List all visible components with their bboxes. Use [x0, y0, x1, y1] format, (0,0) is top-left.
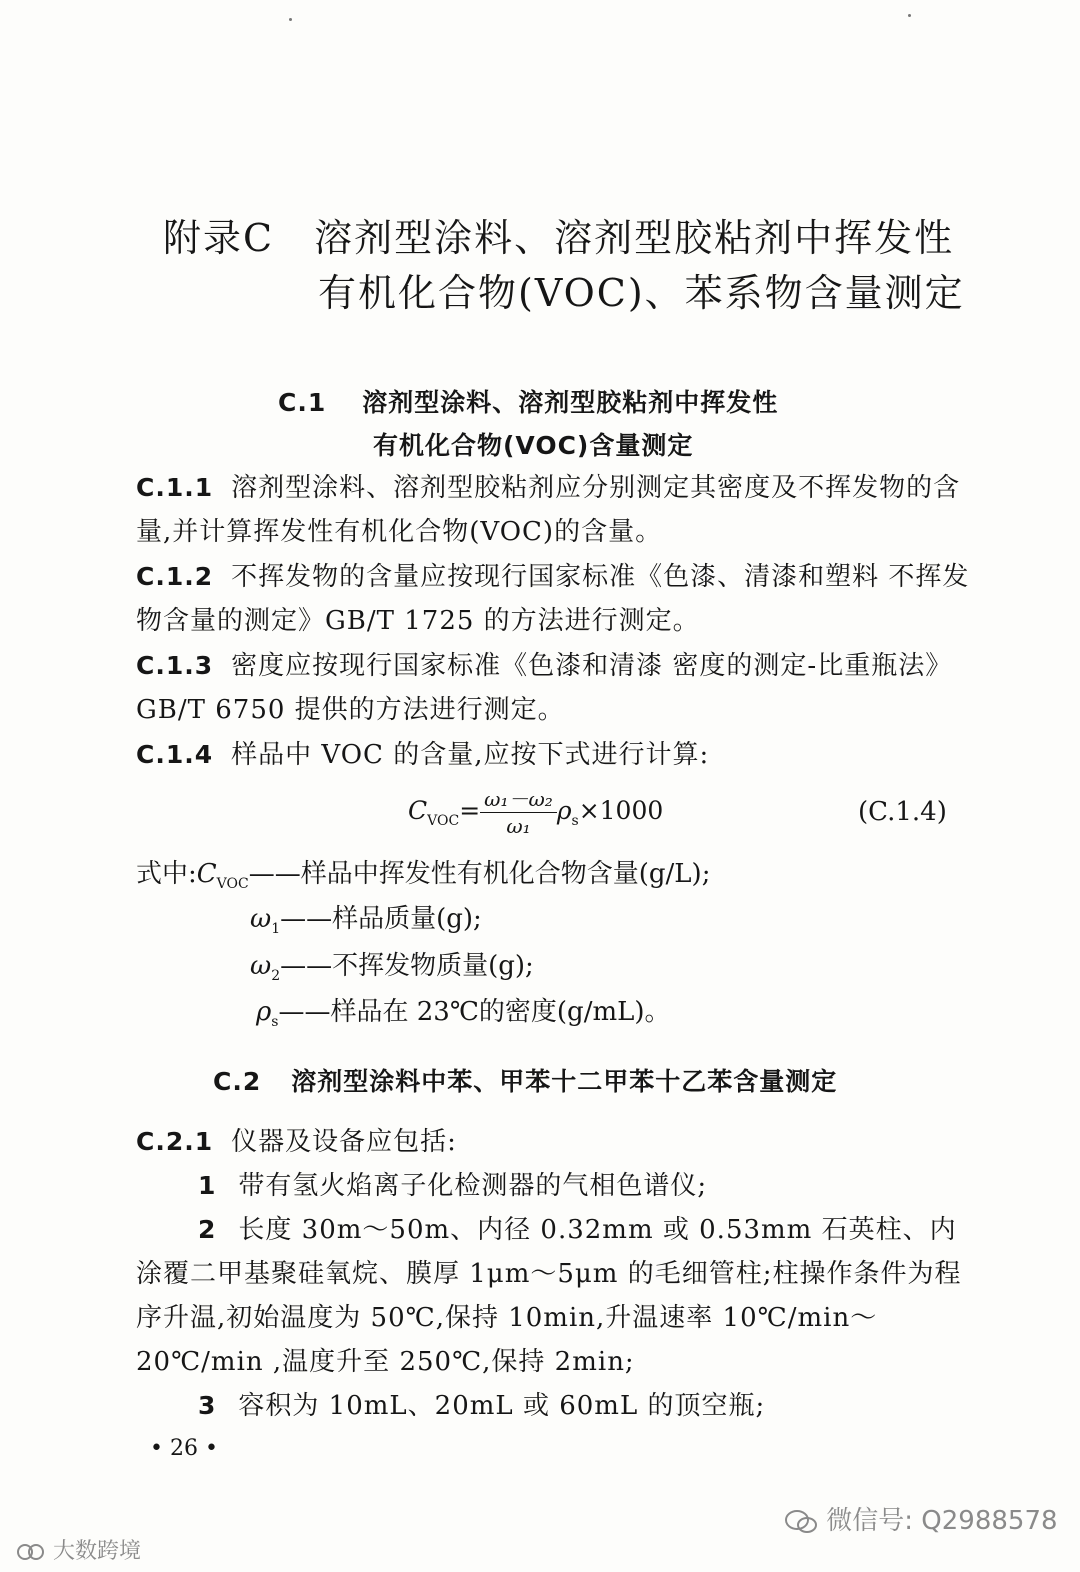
formula-fraction: [480, 786, 557, 839]
clause-c2-1: [136, 1120, 970, 1164]
list-item-number: 3: [198, 1391, 217, 1420]
appendix-label: 附录C: [163, 216, 275, 260]
clause-number: C.1.4: [136, 740, 214, 769]
brand-watermark: [16, 1534, 141, 1565]
definition-symbol: ω: [250, 904, 272, 934]
list-item-text: 容积为 10mL、20mL 或 60mL 的顶空瓶;: [238, 1391, 766, 1421]
wechat-watermark: [784, 1500, 1058, 1537]
formula-lhs: C: [408, 796, 428, 825]
list-item-number: 2: [198, 1215, 217, 1244]
section-c1-heading-line1: [278, 383, 778, 419]
formula-rho: ρ: [556, 796, 572, 825]
wechat-icon: [784, 1509, 818, 1535]
clause-c1-1: [136, 466, 970, 554]
formula-denominator: ω₁: [506, 814, 531, 838]
clause-number: C.1.1: [136, 473, 214, 502]
definition-text: ——样品在 23℃的密度(g/mL)。: [278, 997, 671, 1027]
section-c2-heading: [213, 1062, 837, 1098]
section-c1-number: C.1: [278, 388, 327, 417]
definition-text: ——样品中挥发性有机化合物含量(g/L);: [248, 859, 711, 889]
formula-tag: (C.1.4): [858, 797, 947, 827]
page-number: • 26 •: [150, 1436, 218, 1461]
formula-rho-sub: s: [571, 813, 579, 829]
section-c1-title1: 溶剂型涂料、溶剂型胶粘剂中挥发性: [362, 388, 779, 417]
section-c2-number: C.2: [213, 1067, 262, 1096]
where-label: 式中:: [136, 859, 197, 889]
definition-sub: 1: [271, 921, 281, 938]
clause-text: 仪器及设备应包括:: [231, 1127, 457, 1157]
clause-number: C.1.3: [136, 651, 214, 680]
list-item-text: 长度 30m～50m、内径 0.32mm 或 0.53mm 石英柱、内涂覆二甲基聚硅氧烷、膜厚 1μm～5μm 的毛细管柱;柱操作条件为程序升温,初始温度为 50℃,保持 10min,升温速率 10℃/min～20℃/min ,温度升至 250℃,保持 2min;: [136, 1215, 962, 1377]
section-c1-heading-line2: 有机化合物(VOC)含量测定: [373, 431, 694, 460]
list-item: [136, 1384, 970, 1428]
wechat-id: 微信号: Q2988578: [826, 1506, 1058, 1536]
formula-eq: =: [459, 796, 481, 825]
clause-c1-3: [136, 644, 970, 732]
list-item: [136, 1164, 970, 1208]
clause-c1-4: [136, 733, 970, 777]
scan-speck: [908, 14, 911, 17]
list-item-number: 1: [198, 1171, 217, 1200]
formula-voc: [408, 786, 663, 839]
section-c2-title: 溶剂型涂料中苯、甲苯十二甲苯十乙苯含量测定: [291, 1067, 838, 1096]
definition-row: [256, 990, 671, 1044]
brand-name: 大数跨境: [53, 1539, 142, 1564]
clause-number: C.1.2: [136, 562, 214, 591]
formula-numerator: ω₁－ω₂: [480, 786, 557, 813]
definition-sub: s: [271, 1014, 279, 1031]
clause-text: 样品中 VOC 的含量,应按下式进行计算:: [231, 740, 710, 770]
clause-text: 溶剂型涂料、溶剂型胶粘剂应分别测定其密度及不挥发物的含量,并计算挥发性有机化合物(VOC)的含量。: [136, 473, 961, 547]
definition-text: ——不挥发物质量(g);: [280, 951, 534, 981]
appendix-title-text1: 溶剂型涂料、溶剂型胶粘剂中挥发性: [314, 216, 955, 260]
appendix-title-line2: 有机化合物(VOC)、苯系物含量测定: [318, 271, 965, 315]
scan-speck: [289, 18, 292, 21]
appendix-title-line1: [163, 213, 954, 263]
definition-sub: 2: [271, 968, 281, 985]
definition-sub: VOC: [216, 876, 249, 893]
clause-number: C.2.1: [136, 1127, 214, 1156]
clause-c1-2: [136, 555, 970, 643]
definition-text: ——样品质量(g);: [280, 904, 482, 934]
clause-text: 不挥发物的含量应按现行国家标准《色漆、清漆和塑料 不挥发物含量的测定》GB/T 1725 的方法进行测定。: [136, 562, 970, 636]
definition-symbol: ω: [250, 951, 272, 981]
list-item-text: 带有氢火焰离子化检测器的气相色谱仪;: [238, 1171, 708, 1201]
clause-text: 密度应按现行国家标准《色漆和清漆 密度的测定-比重瓶法》GB/T 6750 提供的方法进行测定。: [136, 651, 953, 725]
definition-symbol: C: [196, 859, 217, 889]
brand-logo-icon: [16, 1540, 46, 1564]
formula-lhs-sub: VOC: [427, 813, 460, 829]
formula-tail: ×1000: [578, 796, 664, 825]
list-item: [136, 1208, 970, 1384]
definition-symbol: ρ: [256, 997, 272, 1027]
